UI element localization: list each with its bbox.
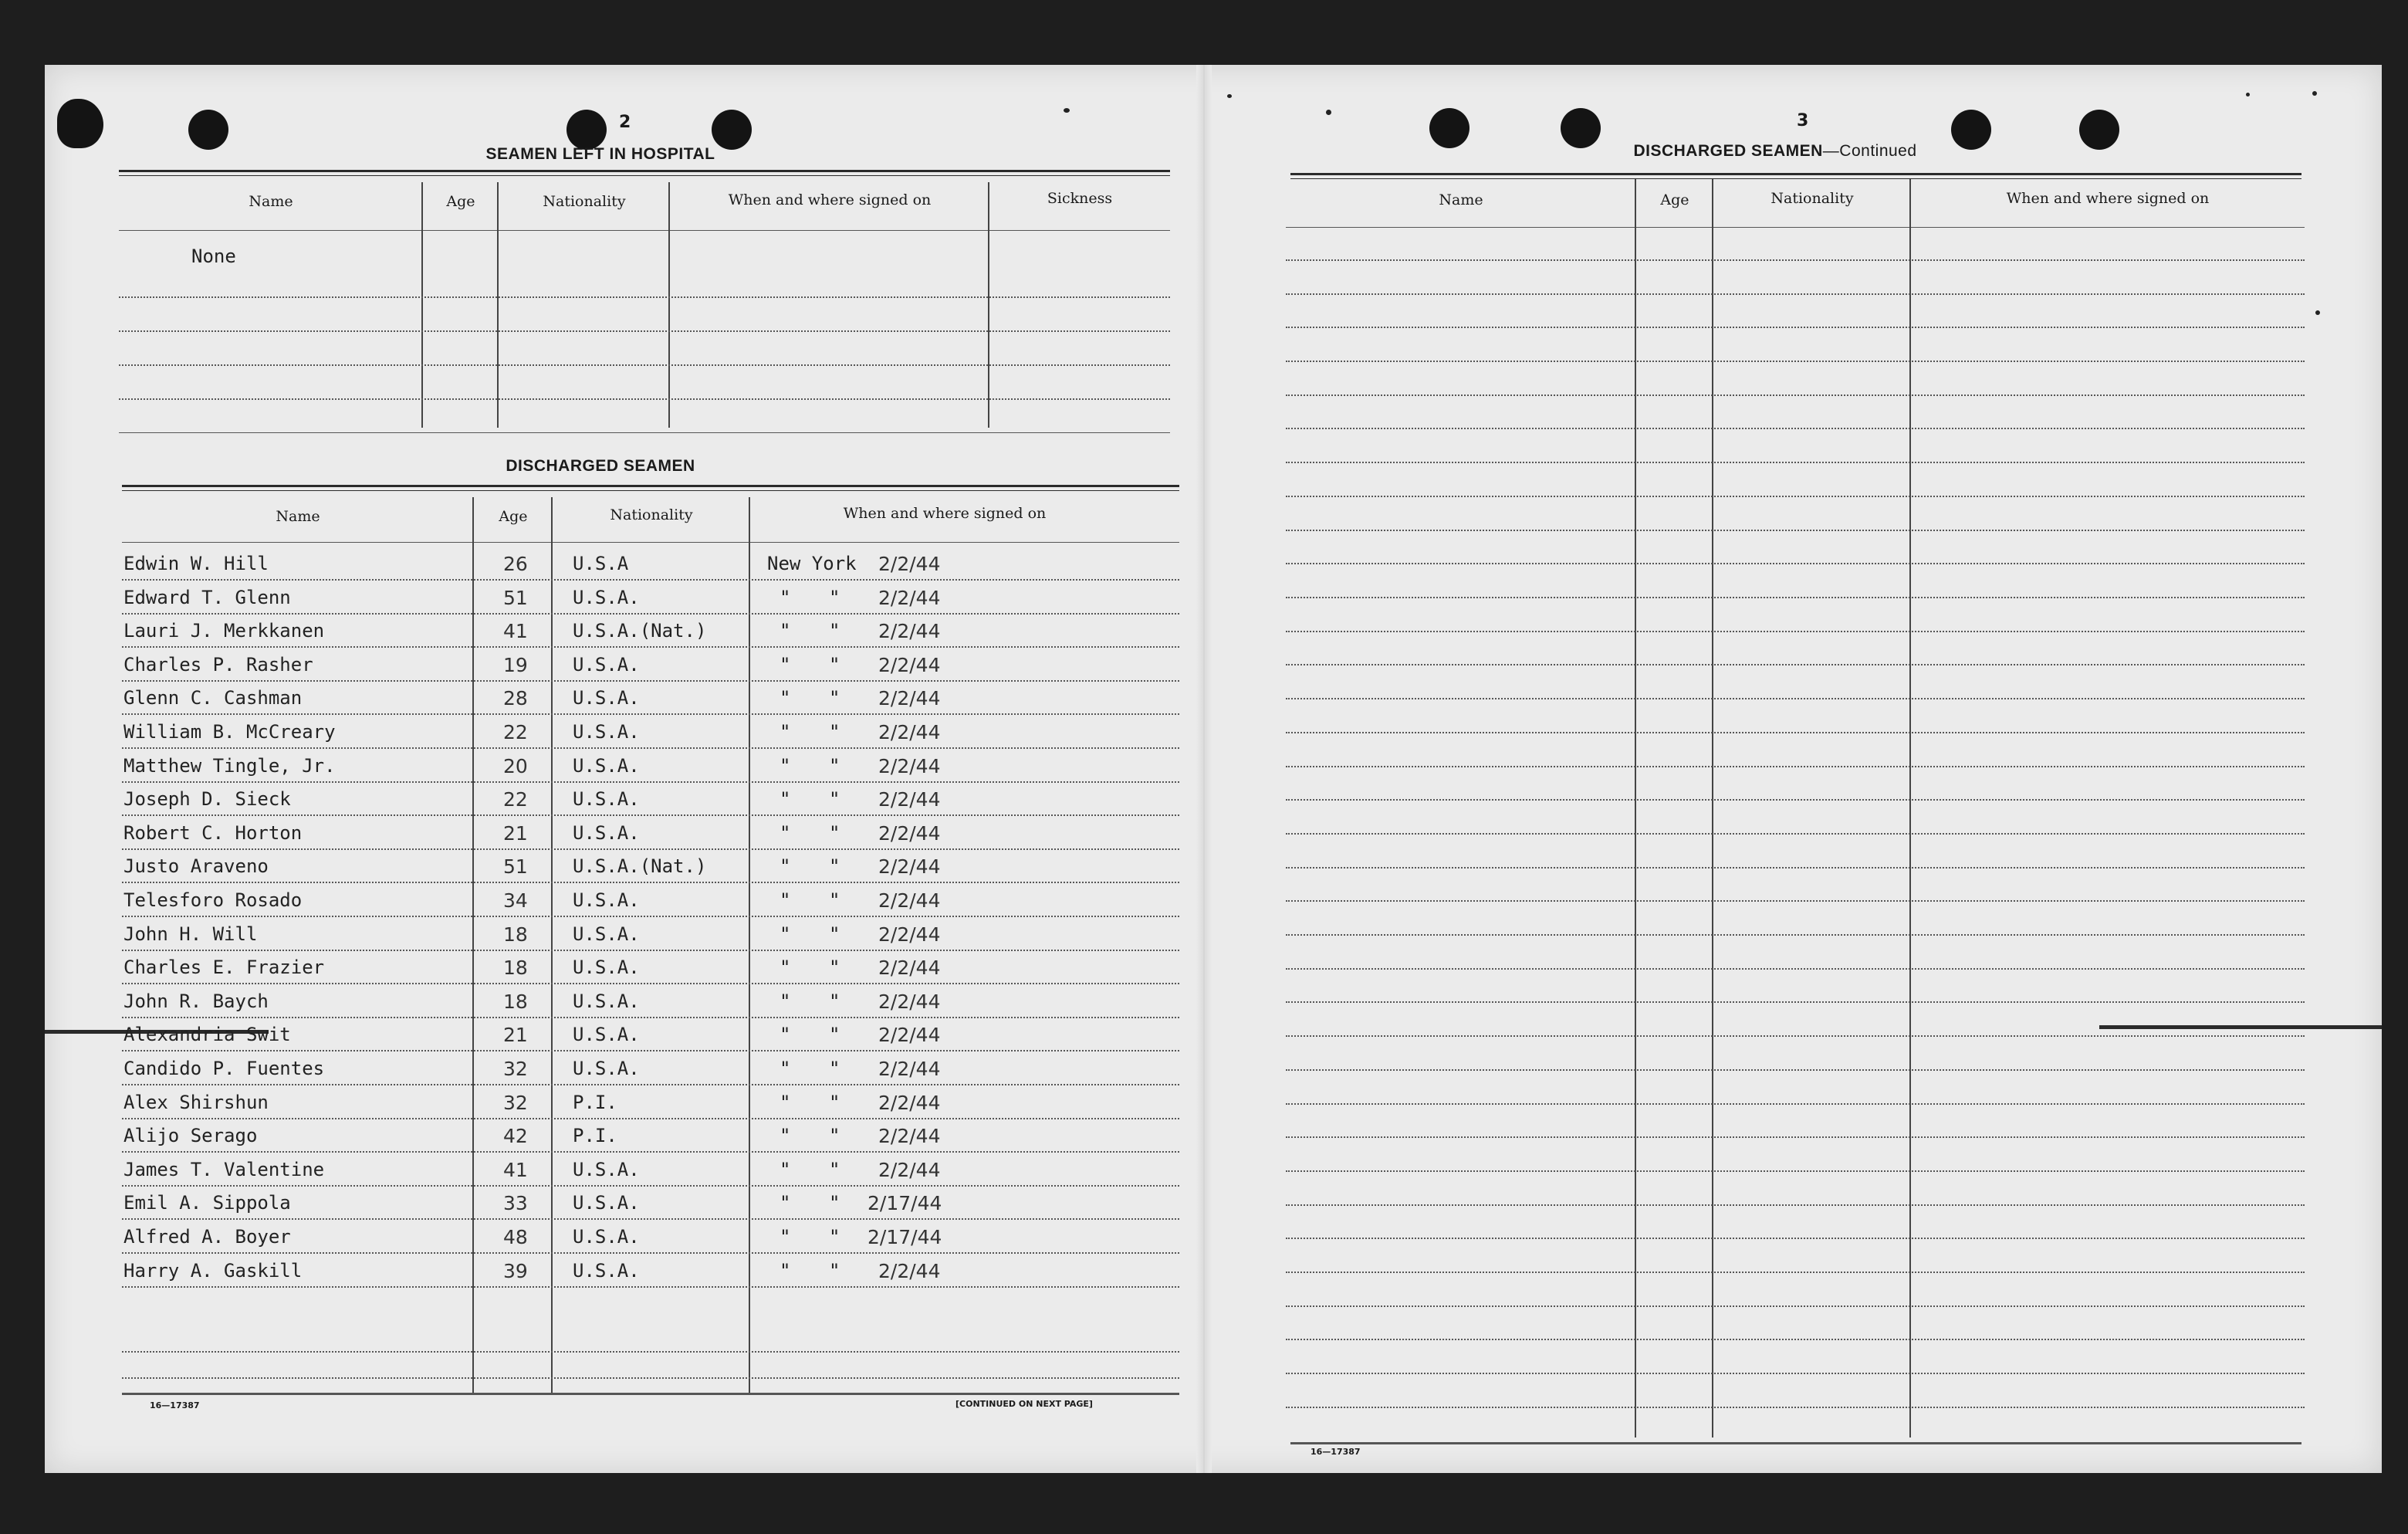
seaman-name: Charles P. Rasher [123, 654, 313, 676]
signed-place-ditto-2: " [829, 587, 840, 608]
row-rule [1286, 428, 2305, 429]
row-rule [1286, 1339, 2305, 1340]
signed-place-ditto-2: " [829, 620, 840, 642]
discharged-section-title: DISCHARGED SEAMEN [506, 457, 695, 475]
right-col-age: Age [1660, 191, 1689, 208]
form-number: 16—17387 [1311, 1447, 1361, 1457]
seaman-age: 22 [503, 788, 528, 811]
row-rule [122, 680, 1179, 682]
signed-place-ditto-2: " [829, 755, 840, 777]
hospital-col-signed: When and where signed on [728, 191, 932, 208]
signed-date: 2/2/44 [878, 553, 941, 575]
row-rule [122, 1185, 1179, 1187]
seaman-nationality: U.S.A.(Nat.) [573, 855, 707, 877]
signed-date: 2/2/44 [878, 1058, 941, 1080]
seaman-age: 18 [503, 990, 528, 1013]
right-col-nationality: Nationality [1770, 190, 1854, 207]
seaman-age: 21 [503, 822, 528, 845]
signed-place-ditto: " [780, 889, 791, 911]
row-rule [1286, 1001, 2305, 1003]
seaman-age: 18 [503, 957, 528, 979]
row-rule [1286, 1204, 2305, 1206]
row-rule [1286, 1305, 2305, 1307]
row-rule [1286, 799, 2305, 801]
seaman-age: 22 [503, 721, 528, 743]
row-rule [122, 579, 1179, 581]
signed-date: 2/2/44 [878, 687, 941, 709]
seaman-nationality: U.S.A. [573, 1159, 640, 1180]
discharged-vline [749, 497, 750, 1393]
signed-place-ditto: New York [767, 553, 857, 574]
hospital-entry: None [191, 246, 236, 267]
signed-date: 2/2/44 [878, 620, 941, 642]
seaman-age: 18 [503, 923, 528, 946]
signed-place-ditto: " [780, 957, 791, 978]
signed-date: 2/2/44 [878, 654, 941, 676]
signed-place-ditto-2: " [829, 1058, 840, 1079]
row-rule [1286, 934, 2305, 936]
hospital-col-sickness: Sickness [1047, 190, 1113, 207]
signed-place-ditto-2: " [829, 1192, 840, 1214]
row-rule [122, 1084, 1179, 1085]
right-header-rule [1286, 227, 2305, 228]
continued-section-title [1613, 142, 1937, 161]
signed-date: 2/2/44 [878, 1260, 941, 1282]
right-vline [1635, 179, 1636, 1437]
row-rule [1286, 631, 2305, 632]
seaman-name: Matthew Tingle, Jr. [123, 755, 336, 777]
seaman-name: Justo Araveno [123, 855, 269, 877]
signed-place-ditto-2: " [829, 1024, 840, 1045]
row-rule [119, 330, 1170, 332]
right-vline [1712, 179, 1713, 1437]
hospital-bottom-rule [119, 432, 1170, 433]
row-rule [1286, 530, 2305, 531]
seaman-age: 33 [503, 1192, 528, 1214]
hospital-header-rule [119, 230, 1170, 231]
seaman-name: Candido P. Fuentes [123, 1058, 325, 1079]
signed-place-ditto-2: " [829, 788, 840, 810]
signed-date: 2/2/44 [878, 889, 941, 912]
row-rule [119, 296, 1170, 298]
discharged-bottom-rule [122, 1393, 1179, 1395]
discharged-header-rule [122, 542, 1179, 543]
signed-date: 2/17/44 [867, 1226, 942, 1248]
hospital-vline [668, 182, 670, 428]
seaman-name: Alfred A. Boyer [123, 1226, 291, 1248]
signed-place-ditto-2: " [829, 687, 840, 709]
signed-place-ditto-2: " [829, 721, 840, 743]
seaman-age: 51 [503, 855, 528, 878]
hospital-vline [988, 182, 989, 428]
signed-date: 2/2/44 [878, 822, 941, 845]
page-number: 2 [619, 113, 631, 132]
signed-place-ditto: " [780, 687, 791, 709]
signed-date: 2/2/44 [878, 923, 941, 946]
right-page [1212, 65, 2382, 1473]
signed-place-ditto: " [780, 1226, 791, 1248]
seaman-name: Alijo Serago [123, 1125, 258, 1146]
hospital-vline [421, 182, 423, 428]
seaman-name: Emil A. Sippola [123, 1192, 291, 1214]
row-rule [1286, 597, 2305, 598]
seaman-name: James T. Valentine [123, 1159, 325, 1180]
row-rule [1286, 1373, 2305, 1374]
hospital-col-nationality: Nationality [543, 193, 626, 210]
seaman-age: 48 [503, 1226, 528, 1248]
seaman-nationality: U.S.A. [573, 721, 640, 743]
row-rule [122, 1017, 1179, 1018]
signed-date: 2/2/44 [878, 1159, 941, 1181]
seaman-name: Lauri J. Merkkanen [123, 620, 325, 642]
page-fold [1196, 65, 1212, 1473]
row-rule [1286, 664, 2305, 665]
seaman-name: Alexandria Swit [123, 1024, 291, 1045]
signed-date: 2/2/44 [878, 957, 941, 979]
seaman-name: Alex Shirshun [123, 1092, 269, 1113]
signed-place-ditto: " [780, 587, 791, 608]
seaman-nationality: U.S.A. [573, 923, 640, 945]
row-rule [1286, 259, 2305, 261]
seaman-age: 41 [503, 620, 528, 642]
row-rule [1286, 1407, 2305, 1408]
hospital-section-title: SEAMEN LEFT IN HOSPITAL [485, 145, 715, 163]
signed-place-ditto-2: " [829, 1125, 840, 1146]
row-rule [122, 882, 1179, 883]
signed-date: 2/2/44 [878, 755, 941, 777]
signed-place-ditto: " [780, 923, 791, 945]
row-rule [122, 747, 1179, 749]
signed-place-ditto: " [780, 1024, 791, 1045]
signed-date: 2/2/44 [878, 990, 941, 1013]
signed-place-ditto-2: " [829, 1260, 840, 1282]
signed-place-ditto: " [780, 654, 791, 676]
row-rule [1286, 1069, 2305, 1071]
row-rule [122, 1218, 1179, 1220]
seaman-nationality: U.S.A. [573, 654, 640, 676]
signed-date: 2/2/44 [878, 587, 941, 609]
right-col-name: Name [1439, 191, 1483, 208]
row-rule [122, 916, 1179, 917]
row-rule [122, 1252, 1179, 1254]
seaman-age: 51 [503, 587, 528, 609]
row-rule [1286, 698, 2305, 699]
signed-place-ditto-2: " [829, 889, 840, 911]
signed-place-ditto-2: " [829, 1092, 840, 1113]
signed-place-ditto-2: " [829, 957, 840, 978]
row-rule [1286, 1103, 2305, 1105]
signed-place-ditto: " [780, 1125, 791, 1146]
row-rule [119, 398, 1170, 400]
seaman-nationality: U.S.A. [573, 788, 640, 810]
seaman-nationality: U.S.A.(Nat.) [573, 620, 707, 642]
discharged-vline [551, 497, 553, 1393]
row-rule [1286, 1238, 2305, 1239]
discharged-col-age: Age [499, 508, 528, 525]
row-rule [122, 1286, 1179, 1288]
row-rule [122, 646, 1179, 648]
right-col-signed: When and where signed on [2006, 190, 2210, 207]
seaman-name: Robert C. Horton [123, 822, 303, 844]
signed-place-ditto: " [780, 1092, 791, 1113]
right-vline [1909, 179, 1911, 1437]
row-rule [122, 1118, 1179, 1119]
signed-date: 2/2/44 [878, 1092, 941, 1114]
row-rule [1286, 563, 2305, 564]
continued-title-suffix: —Continued [1822, 142, 1917, 160]
seaman-nationality: U.S.A. [573, 587, 640, 608]
row-rule [1286, 833, 2305, 835]
signed-place-ditto: " [780, 755, 791, 777]
row-rule [1286, 327, 2305, 328]
row-rule [122, 950, 1179, 951]
seaman-name: Charles E. Frazier [123, 957, 325, 978]
row-rule [1286, 293, 2305, 295]
hospital-col-age: Age [446, 193, 475, 210]
seaman-nationality: U.S.A. [573, 990, 640, 1012]
seaman-nationality: U.S.A. [573, 1192, 640, 1214]
signed-place-ditto: " [780, 1159, 791, 1180]
seaman-name: Edwin W. Hill [123, 553, 269, 574]
row-rule [1286, 766, 2305, 767]
row-rule [1286, 900, 2305, 902]
signed-place-ditto: " [780, 788, 791, 810]
signed-place-ditto-2: " [829, 923, 840, 945]
signed-date: 2/2/44 [878, 1024, 941, 1046]
seaman-nationality: U.S.A. [573, 687, 640, 709]
signed-place-ditto-2: " [829, 1159, 840, 1180]
signed-place-ditto-2: " [829, 990, 840, 1012]
seaman-age: 39 [503, 1260, 528, 1282]
left-page [45, 65, 1196, 1473]
seaman-name: John H. Will [123, 923, 258, 945]
seaman-nationality: P.I. [573, 1125, 617, 1146]
hospital-col-name: Name [249, 193, 293, 210]
seaman-nationality: U.S.A [573, 553, 629, 574]
signed-place-ditto: " [780, 721, 791, 743]
row-rule [1286, 1035, 2305, 1037]
seaman-nationality: U.S.A. [573, 889, 640, 911]
hospital-vline [497, 182, 499, 428]
seaman-nationality: P.I. [573, 1092, 617, 1113]
seaman-name: Harry A. Gaskill [123, 1260, 303, 1282]
row-rule [122, 613, 1179, 615]
row-rule [122, 848, 1179, 850]
seaman-age: 19 [503, 654, 528, 676]
signed-place-ditto: " [780, 822, 791, 844]
signed-place-ditto: " [780, 855, 791, 877]
seaman-nationality: U.S.A. [573, 755, 640, 777]
discharged-table-top-rule [122, 485, 1179, 491]
row-rule [1286, 361, 2305, 362]
row-rule [122, 713, 1179, 715]
row-rule [1286, 496, 2305, 497]
continued-title-main: DISCHARGED SEAMEN [1633, 142, 1823, 160]
signed-date: 2/2/44 [878, 721, 941, 743]
row-rule [1286, 1136, 2305, 1138]
seaman-age: 34 [503, 889, 528, 912]
seaman-name: Glenn C. Cashman [123, 687, 303, 709]
discharged-col-name: Name [276, 508, 320, 525]
seaman-nationality: U.S.A. [573, 1226, 640, 1248]
right-table-top-rule [1290, 173, 2301, 179]
row-rule [122, 1050, 1179, 1051]
row-rule [122, 1377, 1179, 1379]
signed-place-ditto: " [780, 1260, 791, 1282]
signed-place-ditto: " [780, 620, 791, 642]
signed-date: 2/2/44 [878, 788, 941, 811]
seaman-age: 21 [503, 1024, 528, 1046]
row-rule [122, 781, 1179, 783]
seaman-name: William B. McCreary [123, 721, 336, 743]
page-number: 3 [1797, 111, 1809, 130]
seaman-age: 26 [503, 553, 528, 575]
row-rule [119, 364, 1170, 366]
signed-place-ditto-2: " [829, 654, 840, 676]
signed-place-ditto: " [780, 1192, 791, 1214]
discharged-col-signed: When and where signed on [843, 505, 1047, 522]
signed-date: 2/2/44 [878, 1125, 941, 1147]
continued-note: [CONTINUED ON NEXT PAGE] [955, 1399, 1093, 1409]
seaman-nationality: U.S.A. [573, 1024, 640, 1045]
hospital-table-top-rule [119, 170, 1170, 176]
seaman-age: 42 [503, 1125, 528, 1147]
seaman-nationality: U.S.A. [573, 822, 640, 844]
signed-place-ditto-2: " [829, 855, 840, 877]
row-rule [122, 983, 1179, 984]
row-rule [1286, 732, 2305, 733]
row-rule [1286, 462, 2305, 463]
seaman-name: Edward T. Glenn [123, 587, 291, 608]
seaman-name: Telesforo Rosado [123, 889, 303, 911]
row-rule [1286, 1272, 2305, 1273]
right-bottom-rule [1290, 1442, 2301, 1444]
seaman-nationality: U.S.A. [573, 1260, 640, 1282]
seaman-age: 32 [503, 1092, 528, 1114]
discharged-vline [472, 497, 474, 1393]
row-rule [1286, 395, 2305, 396]
seaman-name: John R. Baych [123, 990, 269, 1012]
seaman-nationality: U.S.A. [573, 1058, 640, 1079]
seaman-age: 20 [503, 755, 528, 777]
seaman-age: 41 [503, 1159, 528, 1181]
signed-date: 2/17/44 [867, 1192, 942, 1214]
seaman-name: Joseph D. Sieck [123, 788, 291, 810]
seaman-age: 28 [503, 687, 528, 709]
row-rule [122, 1351, 1179, 1353]
signed-date: 2/2/44 [878, 855, 941, 878]
signed-place-ditto-2: " [829, 1226, 840, 1248]
signed-place-ditto: " [780, 990, 791, 1012]
seaman-age: 32 [503, 1058, 528, 1080]
signed-place-ditto: " [780, 1058, 791, 1079]
signed-place-ditto-2: " [829, 822, 840, 844]
form-number: 16—17387 [150, 1400, 200, 1410]
row-rule [122, 814, 1179, 816]
row-rule [1286, 1170, 2305, 1172]
row-rule [122, 1151, 1179, 1153]
seaman-nationality: U.S.A. [573, 957, 640, 978]
row-rule [1286, 968, 2305, 970]
discharged-col-nationality: Nationality [610, 506, 693, 523]
row-rule [1286, 867, 2305, 869]
